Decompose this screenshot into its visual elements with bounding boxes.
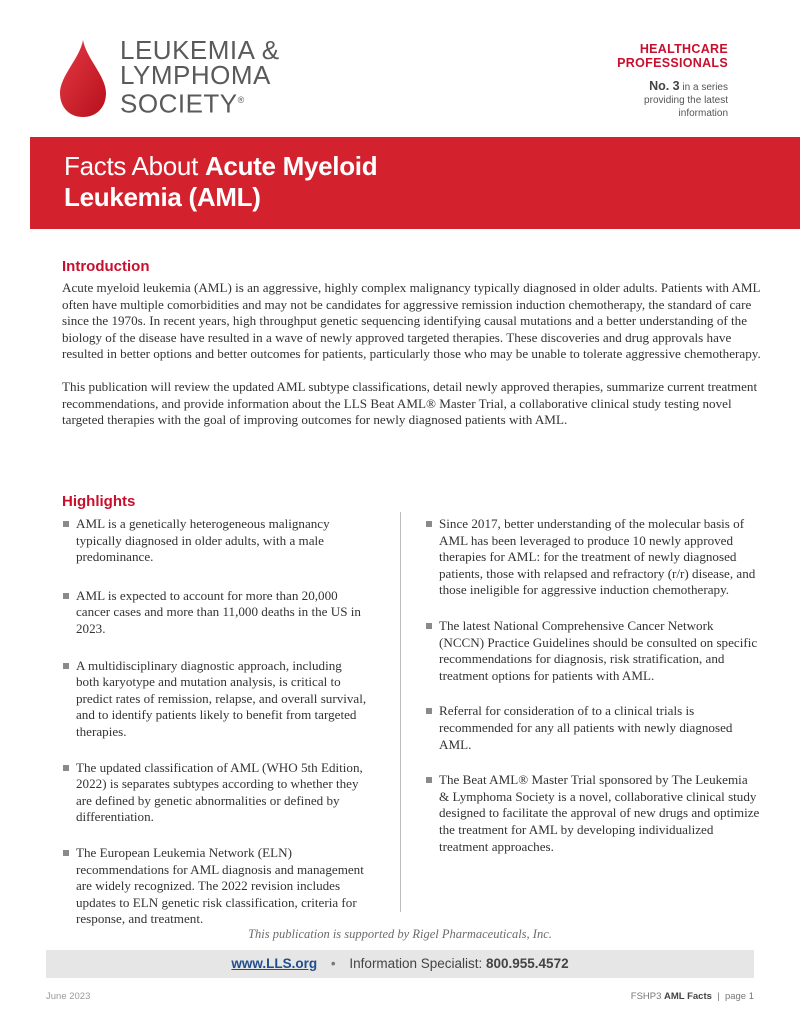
brand-name <box>120 35 280 119</box>
title-bold-2: Leukemia (AML) <box>64 182 261 212</box>
page-info <box>631 991 754 1002</box>
brand-line-1: LEUKEMIA & <box>120 35 280 65</box>
series-number: No. 3 <box>649 79 680 93</box>
highlight-item <box>62 588 367 638</box>
website-link[interactable]: www.LLS.org <box>231 956 318 971</box>
square-bullet-icon <box>426 777 432 783</box>
square-bullet-icon <box>63 663 69 669</box>
square-bullet-icon <box>63 850 69 856</box>
brand-line-2: LYMPHOMA <box>120 60 271 90</box>
blood-drop-icon <box>58 38 108 118</box>
square-bullet-icon <box>426 623 432 629</box>
highlight-text: The European Leukemia Network (ELN) recommendations for AML diagnosis and management are widely recognized. The 2022 revision includes updates to ELN genetic risk classification, criteria for response, and treatment. <box>76 844 364 927</box>
audience-line-2: PROFESSIONALS <box>617 56 728 70</box>
audience-label <box>617 42 728 70</box>
title-bold-1: Acute Myeloid <box>204 151 378 181</box>
publication-date: June 2023 <box>46 991 91 1002</box>
intro-paragraph-2: This publication will review the updated AML subtype classifications, detail newly approved therapies, summarize current treatment recommendations, and provide information about the LLS Beat AML® Master Trial, a collaborative clinical study testing novel targeted therapies with the goal of improving outcomes for newly diagnosed patients with AML. <box>62 378 758 428</box>
highlight-text: The Beat AML® Master Trial sponsored by The Leukemia & Lymphoma Society is a novel, collaborative clinical study designed to facilitate the approval of new drugs and optimize the treatment for AML by developing individualized treatment approaches. <box>439 772 760 854</box>
highlight-item <box>62 658 367 741</box>
introduction-heading: Introduction <box>62 258 150 275</box>
document-name: AML Facts <box>664 991 712 1002</box>
brand-line-3: SOCIETY <box>120 88 238 119</box>
series-info <box>608 80 728 120</box>
highlight-item <box>62 845 367 928</box>
highlight-text: AML is a genetically heterogeneous malignancy typically diagnosed in older adults, with a male predominance. <box>76 516 330 565</box>
page-number: page 1 <box>724 991 754 1002</box>
specialist-label: Information Specialist: <box>349 956 483 971</box>
sponsor-note: This publication is supported by Rigel Pharmaceuticals, Inc. <box>248 927 552 941</box>
square-bullet-icon <box>63 593 69 599</box>
highlight-text: The latest National Comprehensive Cancer Network (NCCN) Practice Guidelines should be consulted on specific recommendations for diagnosis, risk stratification, and treatment options for patients with AML. <box>439 617 758 683</box>
highlight-text: The updated classification of AML (WHO 5th Edition, 2022) is separates subtypes according to whether they are defined by genetic abnormalities or defined by differentiation. <box>76 759 363 825</box>
series-text-3: information <box>678 108 728 119</box>
highlight-item <box>425 618 760 684</box>
registered-mark: ® <box>237 95 245 105</box>
highlight-item <box>425 516 760 599</box>
square-bullet-icon <box>63 765 69 771</box>
specialist-phone[interactable]: 800.955.4572 <box>486 956 569 971</box>
lls-logo <box>58 35 298 122</box>
title-banner <box>30 137 800 229</box>
pipe-separator: | <box>717 991 720 1002</box>
highlight-text: AML is expected to account for more than 20,000 cancer cases and more than 11,000 deaths in the US in 2023. <box>76 587 361 636</box>
document-code: FSHP3 <box>630 991 662 1002</box>
highlight-item <box>425 772 760 855</box>
highlight-item <box>62 516 367 566</box>
highlight-item <box>425 703 760 753</box>
contact-bar <box>46 950 754 978</box>
highlight-text: Since 2017, better understanding of the molecular basis of AML has been leveraged to produce 10 newly approved therapies for AML: for the treatment of newly diagnosed patients, those with relapsed and refractory (r/r) disease, and those ineligible for aggressive induction chemotherapy. <box>439 516 756 598</box>
page-title <box>64 151 484 213</box>
highlight-text: Referral for consideration of to a clinical trials is recommended for any all patients with newly diagnosed AML. <box>439 703 733 752</box>
highlights-right-column <box>425 516 760 872</box>
square-bullet-icon <box>426 708 432 714</box>
highlights-heading: Highlights <box>62 493 136 510</box>
audience-line-1: HEALTHCARE <box>639 42 728 56</box>
intro-paragraph-1: Acute myeloid leukemia (AML) is an aggressive, highly complex malignancy typically diagnosed in older adults. Patients with AML often have multiple comorbidities and may not be candidates for aggressive remission induction chemotherapy, the standard of care since the 1970s. In recent years, high throughput genetic sequencing identifying causal mutations and a better understanding of the biology of the disease have resulted in a wave of newly approved targeted therapies. These discoveries and drug approvals have resulted in better options and better outcomes for patients, particularly those who may be unable to tolerate aggressive chemotherapy. <box>62 280 761 362</box>
separator-dot: • <box>330 956 336 971</box>
column-divider <box>400 512 401 912</box>
square-bullet-icon <box>426 521 432 527</box>
square-bullet-icon <box>63 521 69 527</box>
introduction-body <box>62 280 768 445</box>
series-text-1: in a series <box>682 82 728 93</box>
highlight-text: A multidisciplinary diagnostic approach, including both karyotype and mutation analysis, is critical to predict rates of remission, relapse, and overall survival, and to identify patients likely to benefit from targeted therapies. <box>76 657 367 739</box>
series-text-2: providing the latest <box>644 95 728 106</box>
highlights-left-column <box>62 516 367 945</box>
title-prefix: Facts About <box>64 151 198 181</box>
highlight-item <box>62 760 367 826</box>
